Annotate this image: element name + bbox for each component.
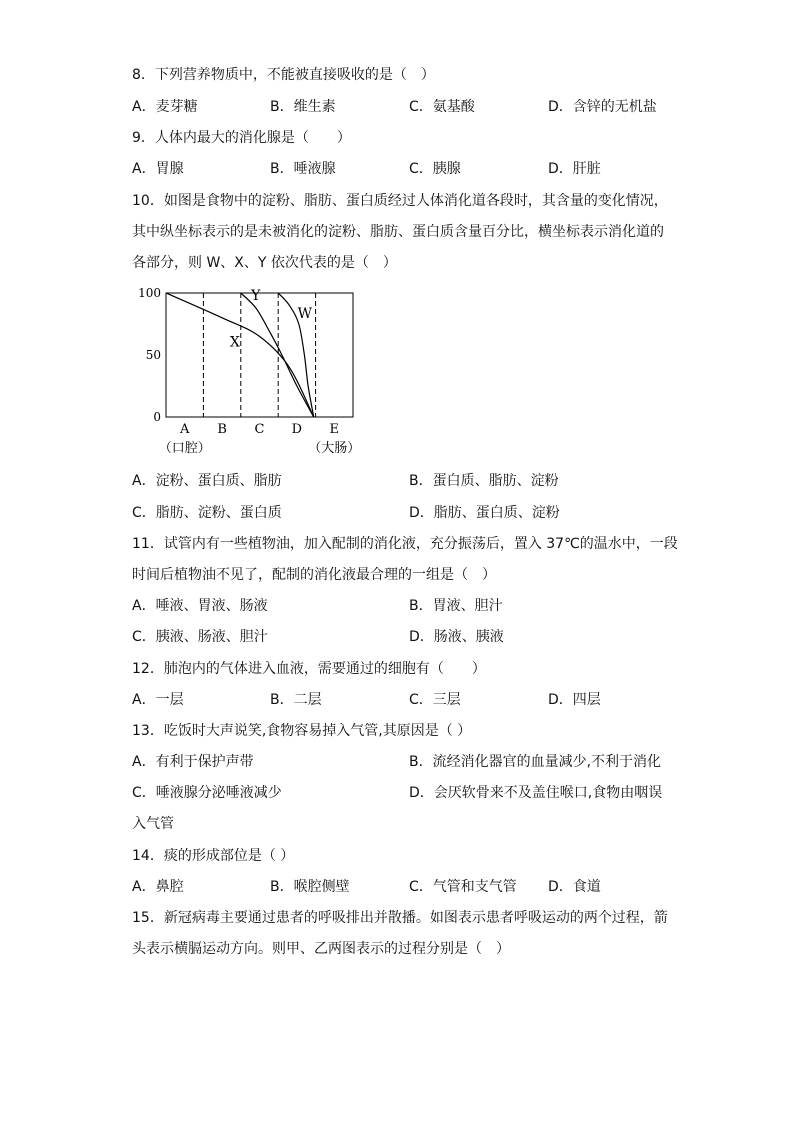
q12-stem: 12．肺泡内的气体进入血液，需要通过的细胞有（ ） [132,661,486,677]
series-line-x [166,293,314,417]
q11-option-d: D．肠液、胰液 [409,629,504,645]
q8-option-c: C．氨基酸 [409,99,475,115]
q8-option-a: A．麦芽糖 [132,99,198,115]
q13-stem: 13．吃饭时大声说笑,食物容易掉入气管,其原因是（ ） [132,723,472,739]
q15-stem-line-2: 头表示横膈运动方向。则甲、乙两图表示的过程分别是（ ） [132,941,510,957]
q14-option-b: B．喉腔侧壁 [270,879,350,895]
q13-option-c: C．唾液腺分泌唾液减少 [132,785,282,801]
q11-option-c: C．胰液、肠液、胆汁 [132,629,268,645]
y-tick-label: 100 [138,286,161,300]
q15-stem-line-1: 15．新冠病毒主要通过患者的呼吸排出并散播。如图表示患者呼吸运动的两个过程，箭 [132,910,668,926]
q10-stem-line-2: 其中纵坐标表示的是未被消化的淀粉、脂肪、蛋白质含量百分比，横坐标表示消化道的 [132,224,664,240]
q11-stem-line-2: 时间后植物油不见了，配制的消化液最合理的一组是（ ） [132,567,496,583]
q13-option-b: B．流经消化器官的血量减少,不利于消化 [409,754,662,770]
q8-stem: 8．下列营养物质中，不能被直接吸收的是（ ） [132,67,435,83]
q13-option-d: D．会厌软骨来不及盖住喉口,食物由咽误 [409,785,663,801]
q10-option-a: A．淀粉、蛋白质、脂肪 [132,473,282,489]
x-category-note: （口腔） [158,441,211,456]
q10-option-b: B．蛋白质、脂肪、淀粉 [409,473,559,489]
x-category-label: A [180,422,190,437]
q14-stem: 14．痰的形成部位是（ ） [132,848,295,864]
y-tick-label: 50 [145,348,161,362]
q8-option-b: B．维生素 [270,99,336,115]
q13-option-d-continuation: 入气管 [132,816,174,832]
q11-stem-line-1: 11．试管内有一些植物油，加入配制的消化液，充分振荡后，置入 37℃的温水中，一段 [132,536,678,552]
q12-option-a: A．一层 [132,692,184,708]
q9-stem: 9．人体内最大的消化腺是（ ） [132,130,351,146]
x-category-label: B [217,422,227,437]
series-label-w: W [297,306,312,322]
plot-frame [166,293,353,417]
q8-option-d: D．含锌的无机盐 [548,99,657,115]
q9-option-a: A．胃腺 [132,161,184,177]
q13-option-a: A．有利于保护声带 [132,754,254,770]
x-category-label: C [254,422,265,437]
q9-option-c: C．胰腺 [409,161,461,177]
q10-stem-line-3: 各部分，则 W、X、Y 依次代表的是（ ） [132,255,397,271]
q9-option-d: D．肝脏 [548,161,601,177]
x-category-note: （大肠） [308,441,361,456]
x-category-label: E [329,422,340,437]
q9-option-b: B．唾液腺 [270,161,336,177]
q14-option-c: C．气管和支气管 [409,879,517,895]
x-category-label: D [291,422,303,437]
y-tick-label: 0 [153,410,161,424]
digestion-chart [130,282,380,460]
q14-option-d: D．食道 [548,879,601,895]
q10-option-c: C．脂肪、淀粉、蛋白质 [132,505,282,521]
q12-option-d: D．四层 [548,692,601,708]
q12-option-c: C．三层 [409,692,461,708]
series-label-x: X [229,334,240,351]
q14-option-a: A．鼻腔 [132,879,184,895]
q11-option-a: A．唾液、胃液、肠液 [132,598,268,614]
series-label-y: Y [251,287,261,304]
q12-option-b: B．二层 [270,692,322,708]
q10-stem-line-1: 10．如图是食物中的淀粉、脂肪、蛋白质经过人体消化道各段时，其含量的变化情况， [132,193,668,209]
q10-option-d: D．脂肪、蛋白质、淀粉 [409,505,560,521]
q11-option-b: B．胃液、胆汁 [409,598,503,614]
